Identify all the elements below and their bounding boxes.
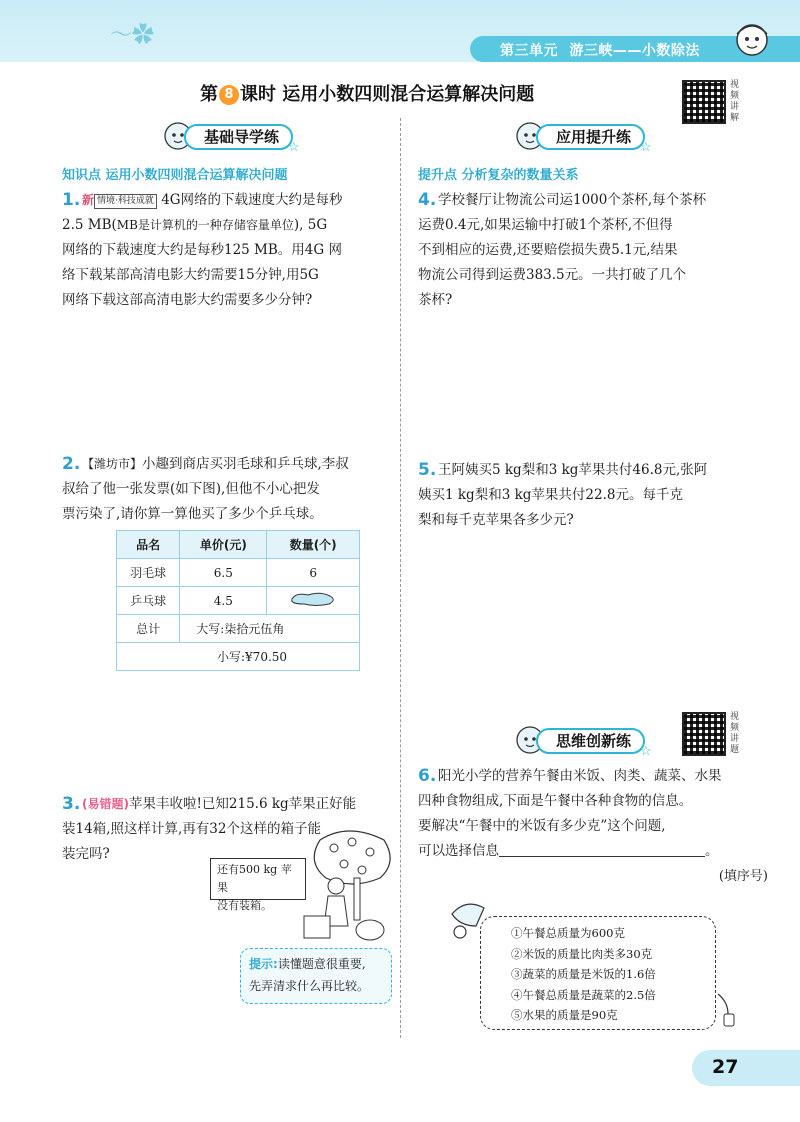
table-cell-stained [267,587,360,615]
region-tag: 【潍坊市】 [82,457,143,471]
star-icon: ☆ [640,140,652,155]
new-tag: 新 [82,193,95,207]
unit-label: 第三单元 [500,43,558,59]
text-line: 。 [705,843,719,859]
question-4 [418,188,778,313]
section-label: 基础导学练 [184,124,293,150]
answer-blank[interactable] [499,841,705,857]
table-header: 单价(元) [180,531,267,559]
question-2 [62,452,388,527]
hint-line: 先弄清求什么再比较。 [249,979,370,993]
table-cell: 小写:¥70.50 [117,643,360,671]
section-header-thinking [512,726,672,759]
section-label: 思维创新练 [536,728,645,754]
table-row [117,559,360,587]
hint-box [240,948,392,1004]
question-number: 2. [62,454,81,474]
question-number: 1. [62,190,81,210]
text-line: 姨买1 kg梨和3 kg苹果共付22.8元。每千克 [418,487,683,503]
title-text: 课时 运用小数四则混合运算解决问题 [240,84,535,105]
speech-line: 没有装箱。 [217,899,272,912]
text-line: ), 5G [293,217,328,233]
title-prefix: 第 [200,84,218,105]
lesson-number-badge: 8 [219,85,239,105]
page-number-band [692,1050,800,1086]
star-icon: ☆ [288,140,300,155]
fill-note: (填序号) [718,869,768,884]
qr-caption: 视频讲题 [730,712,740,755]
text-line: 运费0.4元,如果运输中打破1个茶杯,不但得 [418,217,673,233]
text-line: 2.5 MB( [62,217,117,233]
question-number: 5. [418,460,437,480]
text-line: 茶杯? [418,292,453,308]
page-title [200,80,534,106]
table-header-row [117,531,360,559]
qr-code-icon[interactable] [682,712,726,756]
table-row [117,615,360,643]
text-line: 不到相应的运费,还要赔偿损失费5.1元,结果 [418,242,678,258]
question-number: 6. [418,766,437,786]
text-line: 4G网络的下载速度大约是每秒 [161,192,343,208]
text-line: 四种食物组成,下面是午餐中各种食物的信息。 [418,793,693,809]
decorative-swirl-icon: 〜✿ [110,23,155,48]
pin-icon [714,990,744,1030]
topic-tag: 情境·科技成就 [94,194,157,209]
mascot-icon [724,16,780,62]
table-row [117,643,360,671]
question-number: 4. [418,190,437,210]
receipt-table [116,530,360,671]
section-header-applied [512,122,672,155]
table-cell: 大写:柒拾元伍角 [180,615,360,643]
info-item: ⑤水果的质量是90克 [511,1008,618,1022]
text-line: 票污染了,请你算一算他买了多少个乒乓球。 [62,506,323,522]
page-number: 27 [712,1056,739,1078]
text-line: 可以选择信息 [418,843,499,859]
qr-caption: 视频讲解 [730,80,740,123]
section-label: 应用提升练 [536,124,645,150]
hint-line: 读懂题意很重要, [277,957,366,971]
info-item: ②米饭的质量比肉类多30克 [511,946,653,961]
speech-line: 还有500 kg 苹果 [217,863,292,894]
farmer-apple-tree-illustration [300,826,396,946]
info-board [480,916,716,1030]
improve-point: 提升点 分析复杂的数量关系 [418,168,579,183]
text-line: MB是计算机的一种存储容量单位 [116,218,294,232]
column-divider [400,118,401,1038]
table-row [117,587,360,615]
text-line: 梨和每千克苹果各多少元? [418,512,574,528]
table-cell: 羽毛球 [117,559,180,587]
ink-stain-icon [288,591,338,607]
star-icon: ☆ [640,744,652,759]
knowledge-point: 知识点 运用小数四则混合运算解决问题 [62,168,288,183]
table-cell: 总计 [117,615,180,643]
question-5 [418,458,778,533]
text-line: 装完吗? [62,846,110,862]
text-line: 物流公司得到运费383.5元。一共打破了几个 [418,267,687,283]
qr-code-icon[interactable] [682,80,726,124]
text-line: 苹果丰收啦!已知215.6 kg苹果正好能 [128,796,357,812]
text-line: 学校餐厅让物流公司运1000个茶杯,每个茶杯 [438,192,707,208]
unit-title: 游三峡——小数除法 [569,43,700,59]
unit-heading [500,40,700,60]
text-line: 络下载某部高清电影大约需要15分钟,用5G [62,267,319,283]
table-cell: 6 [267,559,360,587]
section-header-basic [160,122,320,155]
hint-key: 提示: [249,957,278,971]
error-prone-tag: (易错题) [82,797,129,811]
text-line: 网络下载这部高清电影大约需要多少分钟? [62,292,313,308]
table-cell: 乒乓球 [117,587,180,615]
text-line: 阳光小学的营养午餐由米饭、肉类、蔬菜、水果 [438,768,722,784]
text-line: 王阿姨买5 kg梨和3 kg苹果共付46.8元,张阿 [438,462,708,478]
question-6 [418,764,778,889]
table-cell: 4.5 [180,587,267,615]
info-item: ④午餐总质量是蔬菜的2.5倍 [511,987,656,1002]
question-number: 3. [62,794,81,814]
speech-bubble [210,858,306,912]
info-item: ③蔬菜的质量是米饭的1.6倍 [511,967,656,981]
text-line: 要解决“午餐中的米饭有多少克”这个问题, [418,818,666,834]
info-item: ①午餐总质量为600克 [511,926,625,940]
text-line: 小趣到商店买羽毛球和乒乓球,李叔 [142,456,349,472]
table-cell: 6.5 [180,559,267,587]
text-line: 装14箱,照这样计算,再有32个这样的箱子能 [62,821,321,837]
table-header: 品名 [117,531,180,559]
table-header: 数量(个) [267,531,360,559]
question-1 [62,188,388,313]
text-line: 叔给了他一张发票(如下图),但他不小心把发 [62,481,320,497]
text-line: 网络的下载速度大约是每秒125 MB。用4G 网 [62,242,342,258]
